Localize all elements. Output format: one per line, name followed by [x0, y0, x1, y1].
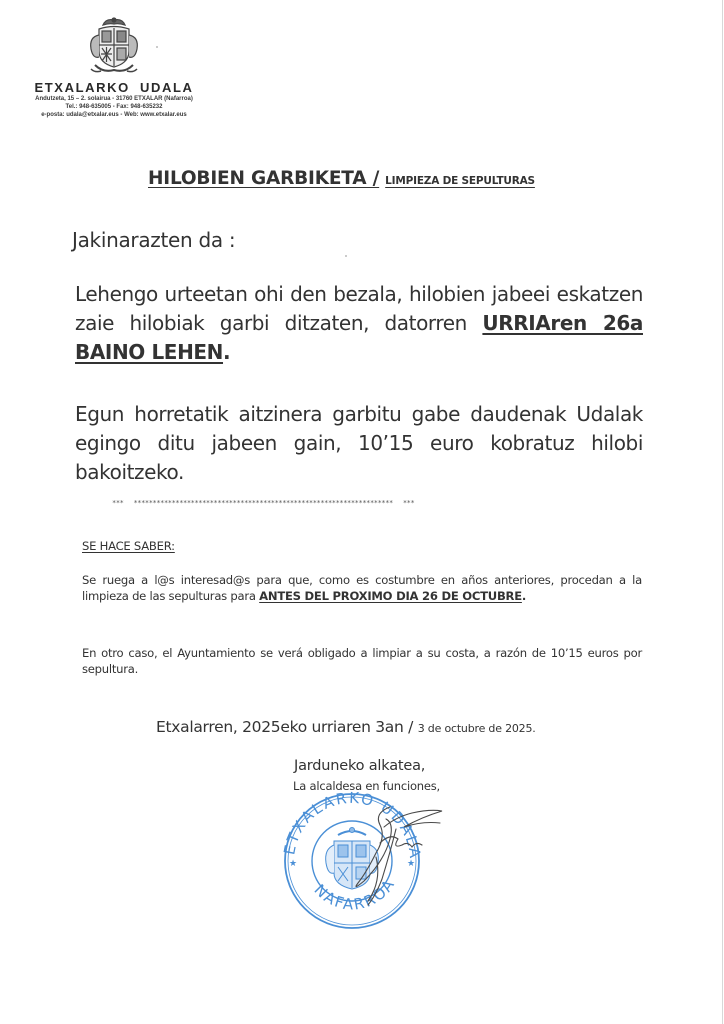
org-address: Andutzeta, 15 – 2. solairua - 31760 ETXALAR (Nafarroa): [35, 96, 193, 102]
date-spanish: 3 de octubre de 2025.: [417, 722, 536, 735]
coat-of-arms-icon: [81, 15, 147, 77]
basque-paragraph-2: Egun horretatik aitzinera garbitu gabe daudenak Udalak egingo ditu jabeen gain, 10’15 euro kobratuz hilobi bakoitzeko.: [75, 402, 643, 484]
basque-paragraph-1-end: .: [223, 340, 231, 364]
date-line: [156, 717, 536, 736]
title-spanish: LIMPIEZA DE SEPULTURAS: [385, 175, 535, 187]
stamp-star-right: ★: [407, 859, 416, 869]
stamp-coat-of-arms-icon: [326, 828, 379, 890]
basque-paragraph-1: [75, 280, 643, 367]
official-stamp: [272, 783, 452, 933]
signer-title-spanish: La alcaldesa en funciones,: [293, 779, 440, 793]
spanish-paragraph-1-text: Se ruega a l@s interesad@s para que, como es costumbre en años anteriores, procedan a la limpieza de las sepulturas para: [82, 573, 642, 603]
stamp-top-text: ETXALARKO UDALA: [280, 788, 425, 861]
spanish-paragraph-1-end: .: [521, 589, 527, 603]
spanish-paragraph-2: En otro caso, el Ayuntamiento se verá obligado a limpiar a su costa, a razón de 10’15 euros por sepultura.: [82, 646, 642, 676]
signer-title-basque: Jarduneko alkatea,: [294, 758, 426, 774]
org-email-web: e-posta: udala@etxalar.eus - Web: www.etxalar.eus: [41, 112, 187, 118]
basque-intro: Jakinarazten da :: [72, 228, 236, 252]
letterhead: [28, 15, 200, 119]
separator-left: ***: [112, 499, 124, 507]
basque-deadline: URRIAren 26a BAINO LEHEN: [75, 311, 643, 364]
document-title: [148, 168, 535, 189]
org-name: ETXALARKO UDALA: [34, 80, 194, 95]
spanish-deadline: ANTES DEL PROXIMO DIA 26 DE OCTUBRE: [259, 589, 522, 603]
spanish-heading: SE HACE SABER:: [82, 539, 175, 553]
scan-speck: [156, 46, 158, 48]
stamp-bottom-text: NAFARROA: [310, 874, 399, 914]
basque-paragraph-1-text: Lehengo urteetan ohi den bezala, hilobien jabeei eskatzen zaie hilobiak garbi ditzaten, datorren: [75, 282, 643, 335]
separator-middle: ********************************************************************: [133, 499, 393, 507]
stamp-star-left: ★: [289, 859, 298, 869]
spanish-paragraph-1: [82, 572, 642, 604]
page-edge: [722, 0, 723, 1024]
title-basque: HILOBIEN GARBIKETA /: [148, 168, 380, 189]
org-phone-fax: Tel.: 948-635005 - Fax: 948-635232: [65, 104, 163, 110]
separator-line: [112, 499, 414, 507]
separator-right: ***: [402, 499, 415, 507]
date-basque: Etxalarren, 2025eko urriaren 3an /: [156, 718, 418, 736]
scan-speck: [345, 255, 347, 257]
